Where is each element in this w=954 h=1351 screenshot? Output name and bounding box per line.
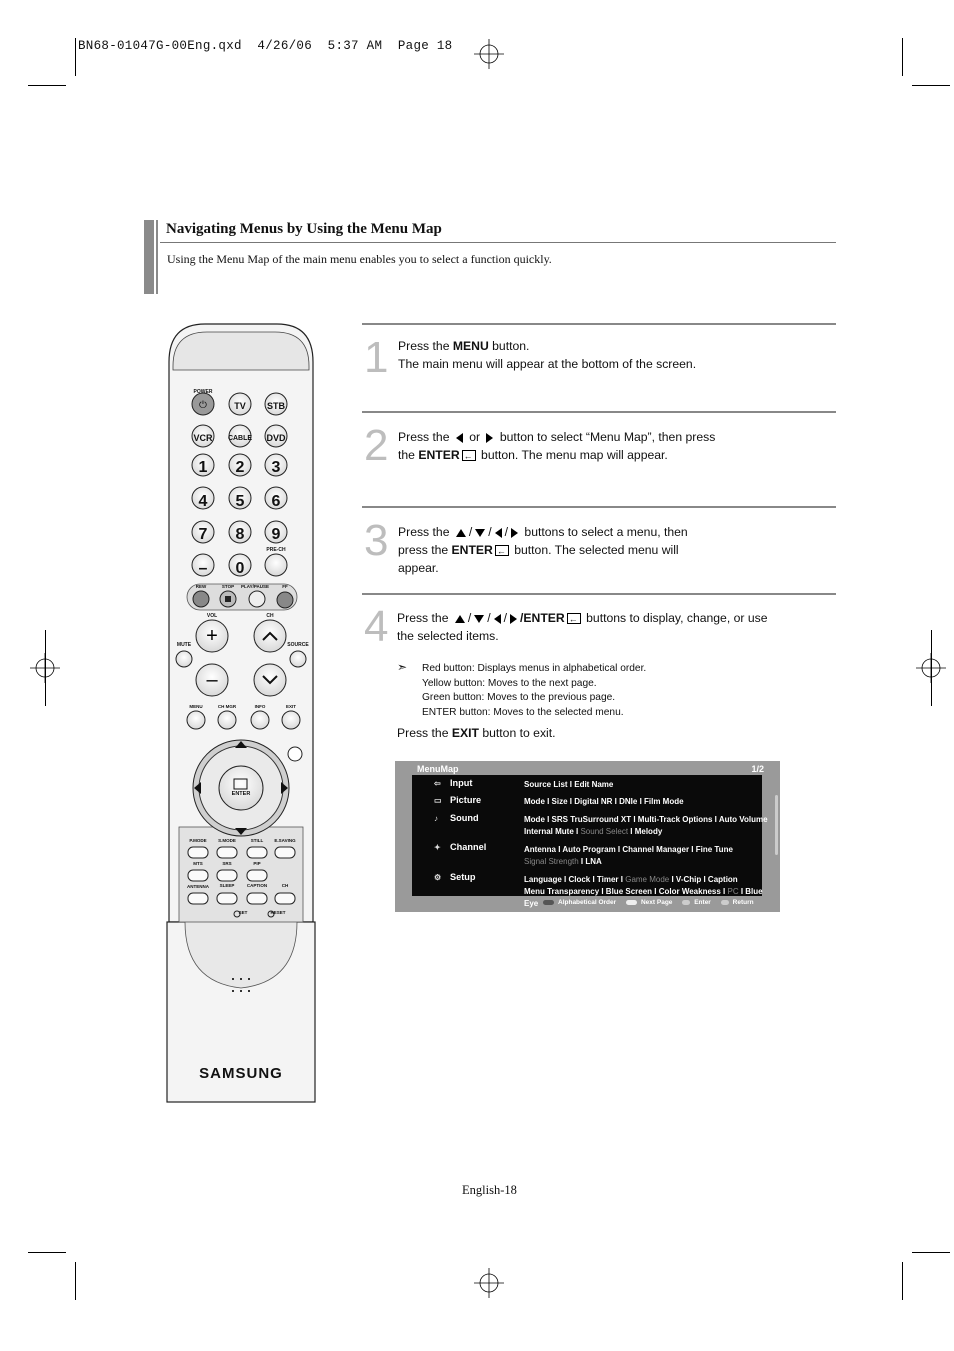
down-arrow-icon [475, 529, 485, 537]
remote-reset-label: RESET [270, 910, 286, 916]
file-meta-header: BN68-01047G-00Eng.qxd 4/26/06 5:37 AM Page 18 [78, 39, 453, 53]
crop-mark [28, 1252, 66, 1253]
remote-pip-label: PIP [253, 861, 261, 867]
remote-tv-label: TV [234, 400, 246, 411]
crop-mark [902, 38, 903, 76]
remote-vol-label: VOL [206, 613, 218, 619]
step-2-text: Press the or button to select “Menu Map”, then press the ENTER← button. The menu map will appear. [398, 428, 818, 464]
input-icon: ⇦ [434, 779, 441, 788]
function-button[interactable] [217, 847, 237, 858]
menu-item-picture[interactable]: ▭ Picture [434, 795, 482, 805]
remote-vcr-label: VCR [193, 432, 213, 443]
ch-mgr-button[interactable] [218, 711, 236, 729]
remote-exit-label: EXIT [285, 704, 296, 710]
remote-pmode-label: P.MODE [189, 838, 207, 844]
remote-digit-label: 2 [235, 459, 245, 477]
remote-smode-label: S.MODE [218, 838, 236, 844]
exit-button[interactable] [282, 711, 300, 729]
enter-button[interactable] [219, 766, 263, 810]
step-number: 1 [364, 333, 389, 382]
setup-icon: ⚙ [434, 873, 442, 882]
left-arrow-icon [495, 528, 502, 538]
remote-sleep-label: SLEEP [219, 883, 235, 889]
left-arrow-icon [456, 433, 463, 443]
remote-dvd-label: DVD [266, 432, 286, 443]
remote-digit-label: 6 [271, 493, 281, 511]
right-arrow-icon [486, 433, 493, 443]
crop-mark [75, 1262, 76, 1300]
menu-options: Source List I Edit Name [524, 780, 614, 789]
menu-button[interactable] [187, 711, 205, 729]
remote-digit-label: 3 [271, 459, 281, 477]
section-bar [144, 220, 158, 294]
remote-digit-label: 9 [271, 526, 281, 544]
remote-chmgr-label: CH MGR [217, 704, 237, 710]
crop-mark [912, 85, 950, 86]
menu-options: Mode I Size I Digital NR I DNIe I Film Mode [524, 797, 684, 806]
remote-ch-label: CH [266, 613, 274, 619]
menu-map-screen [395, 761, 780, 912]
rew-button[interactable] [193, 591, 209, 607]
menu-map-title: MenuMap [417, 764, 459, 774]
remote-rew-label: REW [195, 584, 207, 590]
step-number: 3 [364, 516, 389, 565]
menu-map-scrollbar[interactable] [775, 795, 778, 855]
info-button[interactable] [251, 711, 269, 729]
menu-options: Mode I SRS TruSurround XT I Multi-Track Options I Auto Volume Internal Mute I Sound Select I Melody [524, 815, 768, 836]
menu-options: Antenna I Auto Program I Channel Manager I Fine Tune Signal Strength I LNA [524, 845, 733, 866]
left-arrow-icon [494, 614, 501, 624]
registration-mark-icon [474, 39, 504, 69]
function-button[interactable] [275, 893, 295, 904]
remote-mute-label: MUTE [176, 642, 192, 648]
remote-power-label: POWER [193, 389, 213, 395]
menu-map-footer: Alphabetical Order Next Page Enter Return [541, 899, 754, 906]
note-item: Red button: Displays menus in alphabetical order. [422, 663, 647, 674]
brand-logo: SAMSUNG [199, 1065, 283, 1082]
sound-icon: ♪ [434, 814, 438, 823]
function-button[interactable] [188, 847, 208, 858]
remote-stop-label: STOP [221, 584, 235, 590]
note-item: ENTER button: Moves to the selected menu. [422, 706, 624, 718]
remote-digit-label: 8 [235, 526, 245, 544]
remote-stb-label: STB [267, 400, 285, 411]
remote-cable-label: CABLE [227, 434, 253, 442]
exit-instruction: Press the EXIT button to exit. [397, 726, 556, 740]
function-button[interactable] [188, 870, 208, 881]
function-button[interactable] [217, 870, 237, 881]
function-button[interactable] [217, 893, 237, 904]
remote-digit-label: 1 [198, 459, 208, 477]
red-button-icon [543, 900, 554, 905]
return-icon [721, 900, 729, 905]
remote-digit-label: 0 [235, 560, 245, 578]
enter-icon [567, 613, 581, 624]
function-button[interactable] [188, 893, 208, 904]
remote-prech-label: PRE-CH [266, 547, 286, 553]
menu-item-channel[interactable]: ✦ Channel [434, 842, 487, 852]
step-rule [362, 506, 836, 508]
crop-mark [75, 38, 76, 76]
function-button[interactable] [275, 847, 295, 858]
step-rule [362, 593, 836, 595]
step-4-text: Press the / / / /ENTER← buttons to display, change, or use the selected items. [397, 609, 817, 645]
menu-item-input[interactable]: ⇦ Input [434, 778, 473, 788]
enter-icon [682, 900, 690, 905]
remote-info-label: INFO [254, 704, 266, 710]
menu-options: Language I Clock I Timer I Game Mode I V-Chip I Caption Menu Transparency I Blue Screen I Color Weakness I PC I Blue Eye [524, 875, 763, 908]
ch-down-button[interactable] [254, 664, 286, 696]
function-button[interactable] [247, 870, 267, 881]
remote-mts-label: MTS [193, 861, 203, 867]
page-footer: English-18 [462, 1183, 517, 1197]
menu-map-page: 1/2 [751, 764, 764, 774]
picture-icon: ▭ [434, 796, 442, 805]
crop-mark [931, 630, 932, 706]
function-button[interactable] [247, 893, 267, 904]
remote-digit-label: – [198, 560, 208, 578]
yellow-button-icon [626, 900, 637, 905]
remote-menu-label: MENU [189, 704, 203, 710]
enter-icon [495, 545, 509, 556]
note-arrow-icon: ➣ [397, 660, 408, 674]
svg-text:+: + [206, 625, 218, 647]
step-rule [362, 323, 836, 325]
step-number: 2 [364, 421, 389, 470]
menu-item-sound[interactable]: ♪ Sound [434, 813, 479, 823]
remote-play-label: PLAY/PAUSE [240, 584, 269, 590]
remote-still-label: STILL [250, 838, 264, 844]
remote-digit-label: 7 [198, 526, 208, 544]
function-button[interactable] [247, 847, 267, 858]
source-button[interactable] [290, 651, 306, 667]
note-item: Yellow button: Moves to the next page. [422, 677, 597, 689]
notes-list [422, 662, 646, 720]
step-1-text: Press the MENU button. The main menu will appear at the bottom of the screen. [398, 339, 697, 371]
crop-mark [902, 1262, 903, 1300]
section-title: Navigating Menus by Using the Menu Map [166, 221, 442, 237]
svg-text:–: – [206, 669, 218, 691]
remote-digit-label: 5 [235, 493, 245, 511]
title-rule [160, 242, 836, 243]
menu-item-setup[interactable]: ⚙ Setup [434, 872, 476, 882]
ff-button[interactable] [277, 592, 293, 608]
remote-source-label: SOURCE [287, 642, 309, 648]
step-number: 4 [364, 602, 389, 651]
down-arrow-icon [474, 615, 484, 623]
right-arrow-icon [510, 614, 517, 624]
enter-icon [462, 450, 476, 461]
step-rule [362, 411, 836, 413]
play-pause-button[interactable] [249, 591, 265, 607]
up-arrow-icon [455, 615, 465, 623]
remote-digit-label: 4 [198, 493, 208, 511]
remote-enter-label: ENTER [231, 790, 251, 797]
remote-ff-label: FF [282, 584, 288, 590]
remote-caption-label: CAPTION [246, 883, 268, 889]
mute-button[interactable] [176, 651, 192, 667]
svg-text:⏻: ⏻ [199, 400, 207, 411]
remote-esaving-label: E.SAVING [274, 838, 296, 844]
step-3-text: Press the / / / buttons to select a menu, then press the ENTER← button. The selected menu will appear. [398, 523, 818, 577]
channel-icon: ✦ [434, 843, 441, 852]
note-item: Green button: Moves to the previous page. [422, 692, 616, 704]
up-arrow-icon [456, 529, 466, 537]
crop-mark [28, 85, 66, 86]
right-arrow-icon [511, 528, 518, 538]
crop-mark [912, 1252, 950, 1253]
remote-srs-label: SRS [222, 861, 232, 867]
remote-ch-label: CH [281, 883, 289, 889]
remote-antenna-label: ANTENNA [187, 884, 209, 890]
section-subtitle: Using the Menu Map of the main menu enables you to select a function quickly. [167, 252, 552, 266]
registration-mark-icon [474, 1268, 504, 1298]
remote-set-label: SET [238, 910, 248, 916]
crop-mark [45, 630, 46, 706]
